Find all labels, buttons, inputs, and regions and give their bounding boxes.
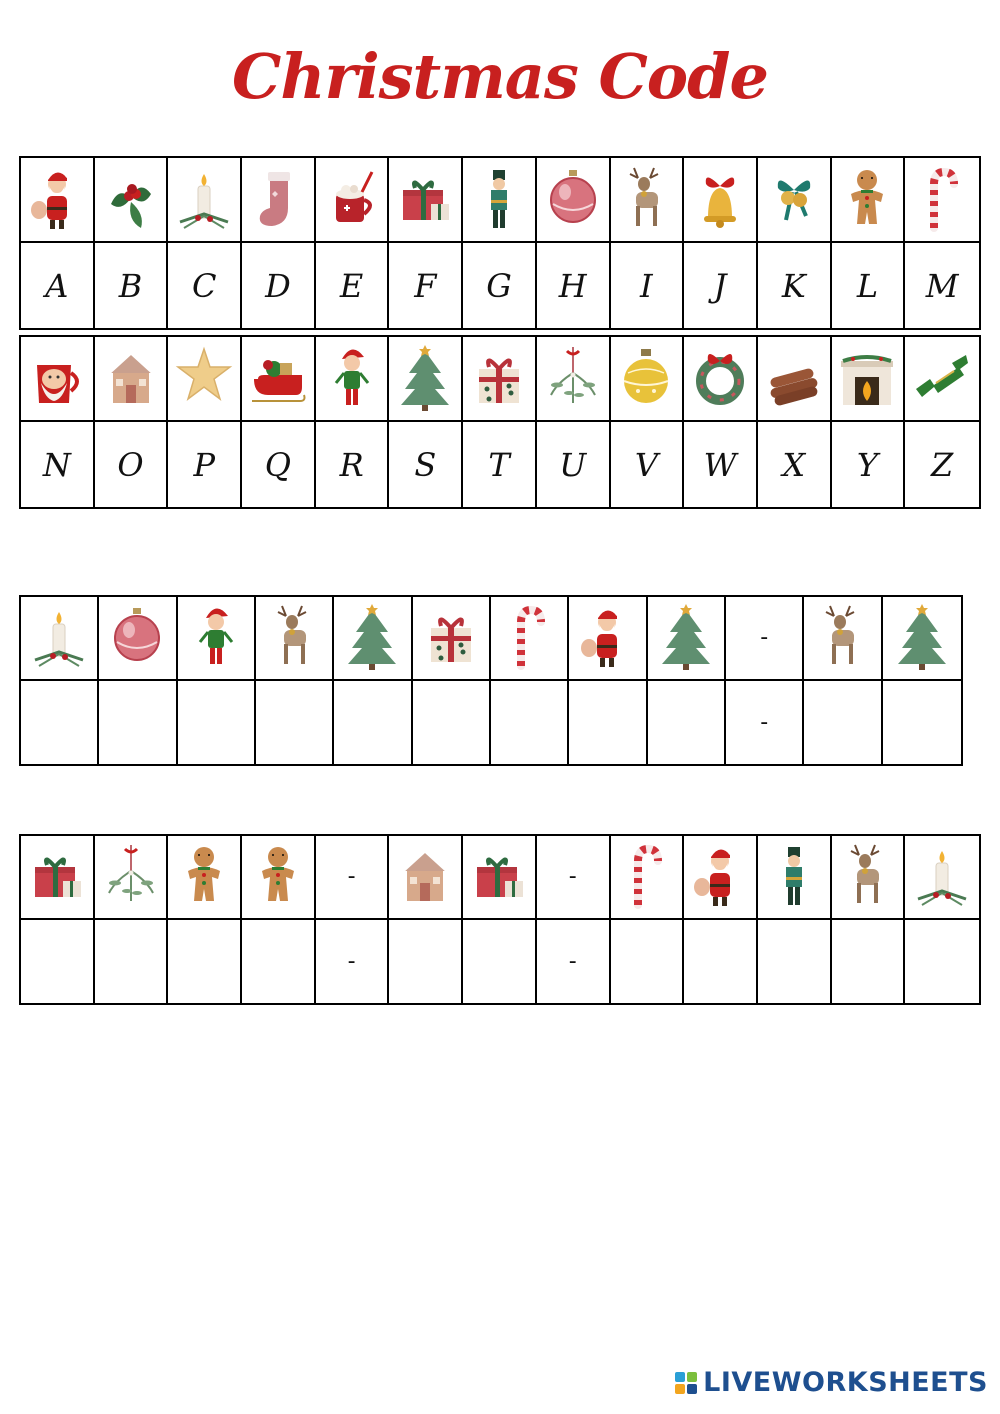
gingerbread-house-icon [395, 841, 455, 913]
code-letter: D [265, 266, 291, 305]
code-letter: Z [931, 445, 954, 484]
key-table-a-m [19, 156, 981, 330]
gingerbread-man-icon [248, 841, 308, 913]
firewood-icon [764, 343, 824, 415]
code-letter: N [42, 445, 71, 484]
elf-icon [322, 343, 382, 415]
key-table-n-z [19, 335, 981, 509]
code-letter: S [414, 445, 437, 484]
k2-symbol-cell [21, 337, 95, 420]
k1-letter-cell [21, 243, 95, 328]
k1-symbol-cell [168, 158, 242, 241]
k1-letter-cell [168, 243, 242, 328]
p1-answer-row [21, 681, 961, 765]
mistletoe-icon [543, 343, 603, 415]
star-icon [174, 343, 234, 415]
dash-separator: - [568, 864, 577, 890]
red-ornament-icon [543, 164, 603, 236]
santa-mug-icon [27, 343, 87, 415]
code-letter: P [193, 445, 215, 484]
p1-answer-input[interactable] [491, 681, 569, 765]
p1-symbol-cell [413, 597, 491, 679]
k1-symbol-cell [95, 158, 169, 241]
code-letter: F [414, 266, 437, 305]
p1-answer-input[interactable] [256, 681, 334, 765]
code-letter: C [191, 266, 217, 305]
k1-letter-cell [316, 243, 390, 328]
code-letter: I [640, 266, 653, 305]
holly-icon [101, 164, 161, 236]
code-letter: J [713, 266, 727, 305]
christmas-tree-icon [395, 343, 455, 415]
p1-symbol-cell [21, 597, 99, 679]
reindeer-icon [616, 164, 676, 236]
bells-bow-icon [764, 164, 824, 236]
k2-letter-cell [537, 422, 611, 507]
p2-symbol-cell [242, 836, 316, 918]
puzzle-1 [19, 595, 963, 766]
candle-icon [174, 164, 234, 236]
reindeer-icon [812, 602, 872, 674]
k2-letter-cell [316, 422, 390, 507]
p1-answer-input[interactable] [99, 681, 177, 765]
dash-separator: - [347, 948, 356, 974]
k2-symbol-cell [95, 337, 169, 420]
k1-letter-cell [537, 243, 611, 328]
k1-symbol-cell [21, 158, 95, 241]
cocoa-mug-icon [322, 164, 382, 236]
k1-symbol-cell [242, 158, 316, 241]
nutcracker-icon [764, 841, 824, 913]
p2-symbol-cell [168, 836, 242, 918]
p1-dash-cell [726, 681, 804, 765]
k1-symbol-cell [463, 158, 537, 241]
k1-letter-cell [389, 243, 463, 328]
p1-answer-input[interactable] [178, 681, 256, 765]
k2-symbol-cell [905, 337, 979, 420]
p2-answer-input[interactable] [684, 920, 758, 1004]
p1-symbol-cell [99, 597, 177, 679]
k2-symbol-cell [758, 337, 832, 420]
code-letter: Y [856, 445, 879, 484]
k2-symbol-cell [242, 337, 316, 420]
k1-letter-cell [758, 243, 832, 328]
k2-letter-cell [463, 422, 537, 507]
p2-symbol-cell [95, 836, 169, 918]
p1-answer-input[interactable] [334, 681, 412, 765]
k1-symbol-cell [684, 158, 758, 241]
k1-symbol-cell [537, 158, 611, 241]
puzzle-2 [19, 834, 981, 1005]
p2-dash-cell [316, 920, 390, 1004]
santa-icon [690, 841, 750, 913]
santa-icon [577, 602, 637, 674]
p1-symbol-cell [569, 597, 647, 679]
p2-answer-input[interactable] [242, 920, 316, 1004]
p2-answer-input[interactable] [389, 920, 463, 1004]
k2-symbol-cell [463, 337, 537, 420]
candle-icon [912, 841, 972, 913]
code-letter: W [703, 445, 737, 484]
liveworksheets-logo-icon [675, 1372, 697, 1394]
gold-ornament-icon [616, 343, 676, 415]
p2-answer-input[interactable] [611, 920, 685, 1004]
p1-answer-input[interactable] [648, 681, 726, 765]
p1-answer-input[interactable] [569, 681, 647, 765]
p2-answer-input[interactable] [758, 920, 832, 1004]
k1-symbol-cell [832, 158, 906, 241]
p2-answer-input[interactable] [168, 920, 242, 1004]
dash-separator: - [760, 625, 769, 651]
code-letter: A [45, 266, 69, 305]
k2-letter-cell [832, 422, 906, 507]
p2-answer-input[interactable] [832, 920, 906, 1004]
p1-symbol-cell [804, 597, 882, 679]
k2-symbol-row [21, 337, 979, 422]
k2-letter-cell [95, 422, 169, 507]
code-letter: K [781, 266, 806, 305]
k2-letter-cell [905, 422, 979, 507]
gift-box-icon [469, 841, 529, 913]
gingerbread-man-icon [837, 164, 897, 236]
p1-symbol-cell [178, 597, 256, 679]
dash-separator: - [568, 948, 577, 974]
k1-letter-cell [684, 243, 758, 328]
k1-letter-cell [95, 243, 169, 328]
elf-icon [186, 602, 246, 674]
p2-answer-input[interactable] [95, 920, 169, 1004]
p1-answer-input[interactable] [804, 681, 882, 765]
code-letter: B [118, 266, 143, 305]
p2-symbol-cell [611, 836, 685, 918]
candy-cane-icon [499, 602, 559, 674]
k1-letter-row [21, 243, 979, 328]
code-letter: Q [264, 445, 292, 484]
code-letter: H [558, 266, 587, 305]
k2-symbol-cell [389, 337, 463, 420]
k1-letter-cell [463, 243, 537, 328]
sleigh-icon [248, 343, 308, 415]
k1-letter-cell [905, 243, 979, 328]
p2-symbol-cell [832, 836, 906, 918]
p1-answer-input[interactable] [21, 681, 99, 765]
mistletoe-icon [101, 841, 161, 913]
liveworksheets-footer [675, 1367, 988, 1398]
k1-symbol-cell [316, 158, 390, 241]
dash-separator: - [347, 864, 356, 890]
p1-symbol-cell [334, 597, 412, 679]
k1-symbol-cell [758, 158, 832, 241]
k1-symbol-cell [389, 158, 463, 241]
p2-dash-cell [316, 836, 390, 918]
k1-letter-cell [832, 243, 906, 328]
p1-dash-cell [726, 597, 804, 679]
p1-symbol-cell [256, 597, 334, 679]
candy-cane-icon [616, 841, 676, 913]
k2-symbol-cell [832, 337, 906, 420]
code-letter: M [925, 266, 959, 305]
k2-symbol-cell [168, 337, 242, 420]
footer-brand: LIVEWORKSHEETS [703, 1367, 988, 1398]
k2-letter-cell [21, 422, 95, 507]
code-letter: L [856, 266, 879, 305]
p2-answer-input[interactable] [21, 920, 95, 1004]
p1-symbol-cell [491, 597, 569, 679]
p2-dash-cell [537, 920, 611, 1004]
code-letter: E [339, 266, 364, 305]
code-letter: U [559, 445, 587, 484]
p1-symbol-cell [883, 597, 961, 679]
gift-box-icon [395, 164, 455, 236]
k2-symbol-cell [611, 337, 685, 420]
gingerbread-man-icon [174, 841, 234, 913]
p1-answer-input[interactable] [883, 681, 961, 765]
p2-symbol-cell [905, 836, 979, 918]
polka-gift-icon [421, 602, 481, 674]
k2-symbol-cell [316, 337, 390, 420]
reindeer-icon [837, 841, 897, 913]
candy-cane-icon [912, 164, 972, 236]
k2-letter-cell [168, 422, 242, 507]
red-ornament-icon [107, 602, 167, 674]
p2-symbol-row [21, 836, 979, 920]
dash-separator: - [760, 709, 769, 735]
cracker-icon [912, 343, 972, 415]
christmas-tree-icon [656, 602, 716, 674]
p2-symbol-cell [463, 836, 537, 918]
christmas-tree-icon [892, 602, 952, 674]
k1-letter-cell [242, 243, 316, 328]
k1-symbol-cell [905, 158, 979, 241]
reindeer-icon [264, 602, 324, 674]
k2-letter-cell [684, 422, 758, 507]
k2-letter-cell [611, 422, 685, 507]
candle-icon [29, 602, 89, 674]
k2-symbol-cell [684, 337, 758, 420]
p2-symbol-cell [389, 836, 463, 918]
p2-symbol-cell [684, 836, 758, 918]
p1-answer-input[interactable] [413, 681, 491, 765]
stocking-icon [248, 164, 308, 236]
k1-symbol-row [21, 158, 979, 243]
wreath-icon [690, 343, 750, 415]
p2-answer-row [21, 920, 979, 1004]
fireplace-icon [837, 343, 897, 415]
code-letter: V [634, 445, 658, 484]
p1-symbol-row [21, 597, 961, 681]
code-letter: T [488, 445, 510, 484]
golden-bell-icon [690, 164, 750, 236]
nutcracker-icon [469, 164, 529, 236]
p2-symbol-cell [758, 836, 832, 918]
k2-letter-row [21, 422, 979, 507]
p2-answer-input[interactable] [905, 920, 979, 1004]
gingerbread-house-icon [101, 343, 161, 415]
code-letter: R [339, 445, 364, 484]
p1-symbol-cell [648, 597, 726, 679]
k2-letter-cell [242, 422, 316, 507]
k1-symbol-cell [611, 158, 685, 241]
p2-dash-cell [537, 836, 611, 918]
k2-letter-cell [389, 422, 463, 507]
k2-letter-cell [758, 422, 832, 507]
code-letter: G [486, 266, 512, 305]
christmas-tree-icon [342, 602, 402, 674]
polka-gift-icon [469, 343, 529, 415]
p2-answer-input[interactable] [463, 920, 537, 1004]
page-title: Christmas Code [232, 40, 768, 113]
gift-box-icon [27, 841, 87, 913]
santa-icon [27, 164, 87, 236]
code-letter: O [117, 445, 144, 484]
k1-letter-cell [611, 243, 685, 328]
p2-symbol-cell [21, 836, 95, 918]
code-letter: X [782, 445, 806, 484]
k2-symbol-cell [537, 337, 611, 420]
